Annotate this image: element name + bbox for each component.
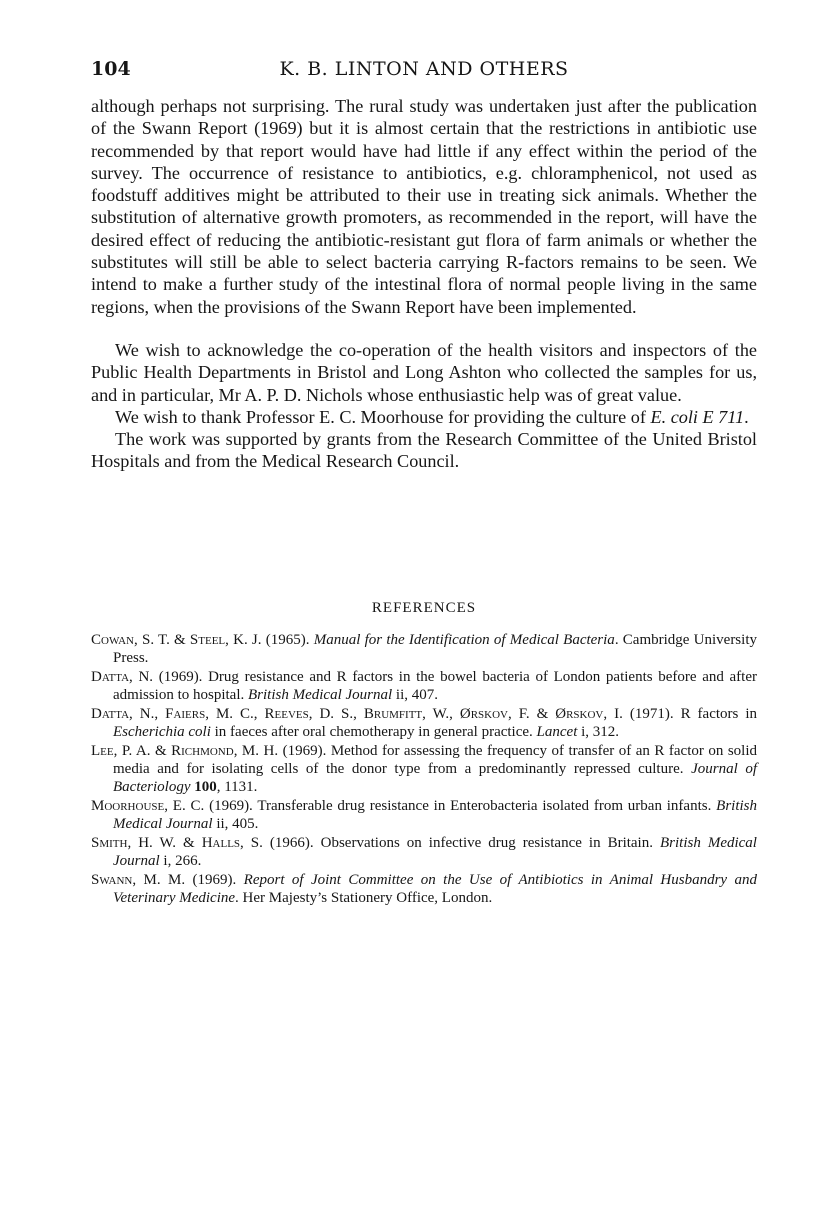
page-number: 104 (91, 58, 131, 80)
reference-item: Datta, N. (1969). Drug resistance and R factors in the bowel bacteria of London patients before and after admission to hospital. British Medical Journal ii, 407. (91, 669, 757, 703)
discussion-paragraph: although perhaps not surprising. The rural study was undertaken just after the publication of the Swann Report (1969) but it is almost certain that the restrictions in antibiotic use recommended by that report would have had little if any effect within the period of the survey. The occurrence of resistance to antibiotics, e.g. chloramphenicol, not used as foodstuff additives might be attributed to their use in treating sick animals. Whether the substitution of alternative growth promoters, as recommended in the report, will have the desired effect of reducing the antibiotic-resistant gut flora of farm animals or whether the substitutes will still be able to select bacteria carrying R-factors remains to be seen. We intend to make a further study of the intestinal flora of normal people living in the same regions, when the provisions of the Swann Report have been implemented. (91, 96, 757, 317)
funding-paragraph: The work was supported by grants from the Research Committee of the United Bristol Hospitals and from the Medical Research Council. (91, 429, 757, 472)
body-text (91, 95, 757, 473)
acknowledgement-paragraph: We wish to acknowledge the co-operation of the health visitors and inspectors of the Public Health Departments in Bristol and Long Ashton who collected the samples for us, and in particular, Mr A. P. D. Nichols whose enthusiastic help was of great value. (91, 339, 757, 405)
reference-list (91, 632, 757, 909)
references-heading: REFERENCES (371, 600, 477, 616)
reference-item: Smith, H. W. & Halls, S. (1966). Observations on infective drug resistance in Britain. British Medical Journal i, 266. (91, 835, 757, 870)
reference-item: Lee, P. A. & Richmond, M. H. (1969). Method for assessing the frequency of transfer of an R factor on solid media and for isolating cells of the donor type from a predominantly repressed culture. Journal of Bacteriology 100, 1131. (91, 743, 757, 795)
organism-name: E. coli E 711 (650, 406, 745, 427)
page-header (91, 58, 757, 84)
running-title: K. B. LINTON AND OTHERS (279, 58, 569, 80)
reference-item: Cowan, S. T. & Steel, K. J. (1965). Manual for the Identification of Medical Bacteria. Cambridge University Press. (91, 632, 757, 666)
reference-item: Swann, M. M. (1969). Report of Joint Committee on the Use of Antibiotics in Animal Husbandry and Veterinary Medicine. Her Majesty’s Stationery Office, London. (91, 872, 757, 907)
reference-item: Moorhouse, E. C. (1969). Transferable drug resistance in Enterobacteria isolated from urban infants. British Medical Journal ii, 405. (91, 798, 757, 832)
reference-item: Datta, N., Faiers, M. C., Reeves, D. S., Brumfitt, W., Ørskov, F. & Ørskov, I. (1971). R factors in Escherichia coli in faeces after oral chemotherapy in general practice. Lancet i, 312. (91, 706, 758, 740)
thanks-paragraph: We wish to thank Professor E. C. Moorhouse for providing the culture of E. coli E 711. (115, 406, 749, 427)
